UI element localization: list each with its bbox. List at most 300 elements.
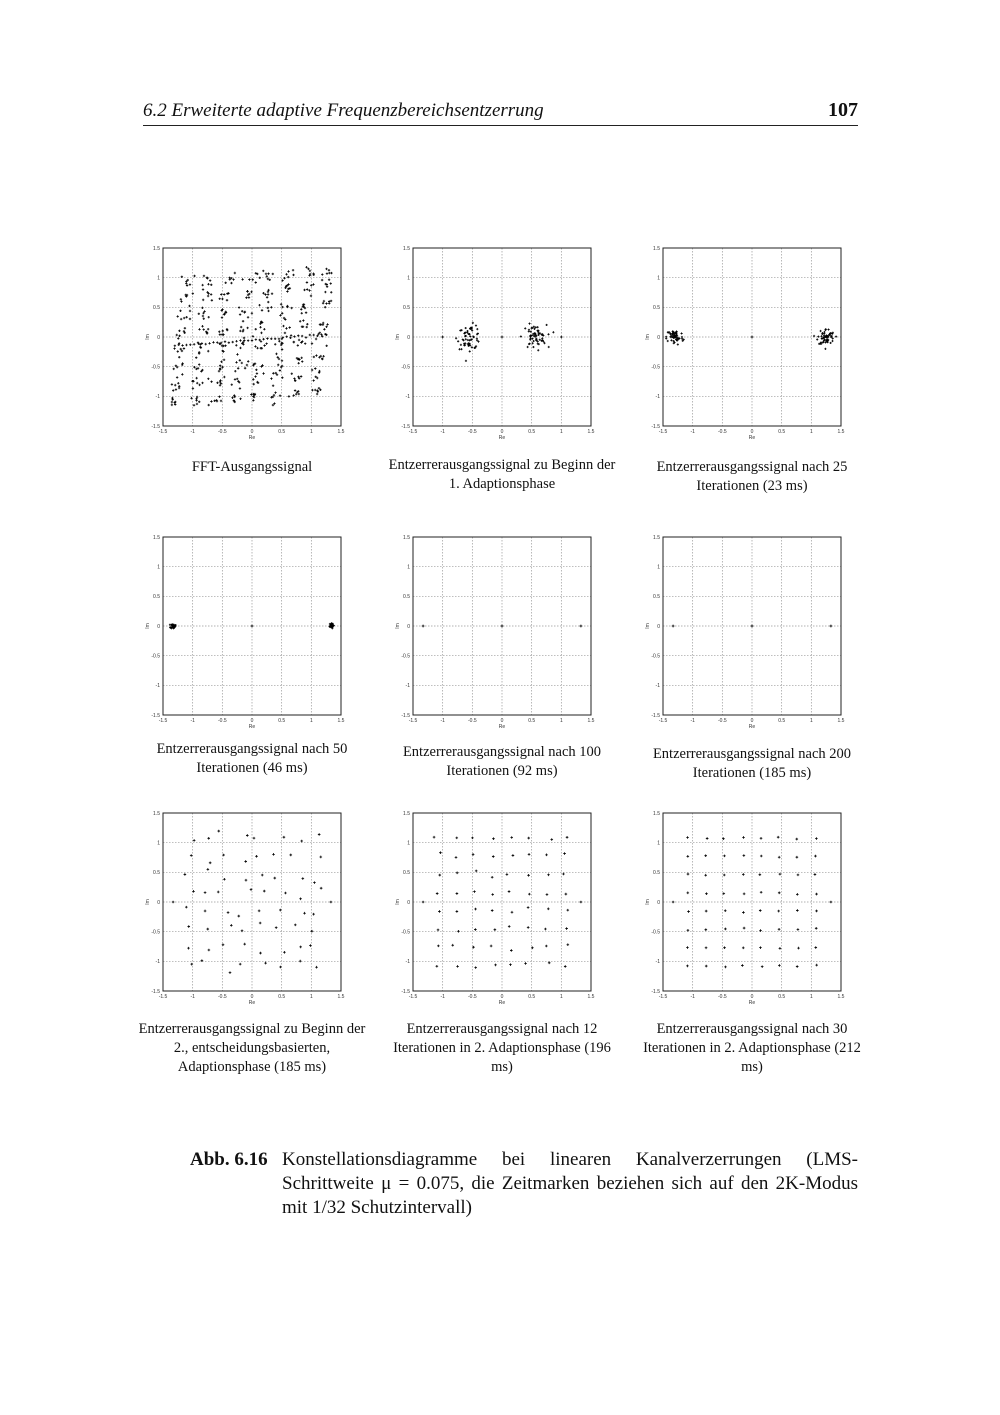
- y-axis-label: Im: [395, 899, 401, 905]
- x-tick-label: 1: [809, 718, 813, 724]
- y-tick-label: 1: [157, 840, 160, 847]
- data-point: [236, 378, 238, 380]
- data-point: [297, 344, 299, 346]
- data-point: [183, 347, 185, 349]
- data-point: [323, 300, 325, 302]
- data-point: [527, 906, 530, 909]
- data-point: [751, 625, 754, 628]
- x-axis-label: Re: [498, 1000, 506, 1006]
- x-axis-label: Re: [498, 724, 506, 730]
- data-point: [250, 291, 252, 293]
- data-point: [300, 840, 303, 843]
- data-point: [546, 324, 548, 326]
- data-point: [254, 375, 256, 377]
- x-tick-label: 0: [750, 718, 754, 724]
- data-point: [528, 330, 530, 332]
- data-point: [178, 342, 180, 344]
- x-tick-label: 0.5: [278, 718, 286, 724]
- constellation-plot-5: [395, 534, 613, 737]
- data-point: [177, 382, 179, 384]
- data-point: [324, 306, 326, 308]
- data-point: [422, 901, 425, 904]
- data-point: [240, 326, 242, 328]
- data-point: [185, 316, 187, 318]
- data-point: [705, 965, 708, 968]
- data-point: [201, 382, 203, 384]
- data-point: [667, 340, 669, 342]
- x-tick-label: 1: [309, 994, 313, 1000]
- x-tick-label: 1.5: [837, 994, 845, 1000]
- data-point: [297, 335, 299, 337]
- data-point: [580, 901, 583, 904]
- data-point: [562, 873, 565, 876]
- data-point: [686, 892, 689, 895]
- data-point: [261, 309, 263, 311]
- data-point: [510, 836, 513, 839]
- data-point: [301, 360, 303, 362]
- data-point: [270, 338, 272, 340]
- data-point: [439, 851, 442, 854]
- data-point: [722, 892, 725, 895]
- data-point: [263, 890, 266, 893]
- panel-caption: Entzerrerausgangssignal nach 100 Iterationen (92 ms): [402, 744, 602, 779]
- x-tick-label: -1.5: [658, 429, 668, 435]
- data-point: [270, 377, 272, 379]
- data-point: [743, 854, 746, 857]
- data-point: [293, 341, 295, 343]
- data-point: [760, 837, 763, 840]
- data-point: [328, 272, 330, 274]
- y-tick-label: 1.5: [153, 534, 160, 541]
- data-point: [253, 837, 256, 840]
- data-point: [686, 965, 689, 968]
- data-point: [254, 345, 256, 347]
- data-point: [313, 334, 315, 336]
- data-point: [297, 362, 299, 364]
- data-point: [494, 928, 497, 931]
- data-point: [292, 274, 294, 276]
- data-point: [328, 269, 330, 271]
- data-point: [263, 344, 265, 346]
- x-tick-label: -1.5: [158, 429, 168, 435]
- y-tick-label: 0.5: [153, 870, 160, 877]
- data-point: [299, 897, 302, 900]
- data-point: [282, 325, 284, 327]
- y-tick-label: -1.5: [401, 423, 410, 430]
- data-point: [494, 964, 497, 967]
- data-point: [830, 342, 832, 344]
- data-point: [265, 273, 267, 275]
- data-point: [307, 268, 309, 270]
- data-point: [184, 327, 186, 329]
- data-point: [239, 313, 241, 315]
- data-point: [541, 337, 543, 339]
- data-point: [328, 302, 330, 304]
- data-point: [172, 389, 174, 391]
- data-point: [313, 881, 316, 884]
- y-tick-label: -1.5: [651, 423, 660, 430]
- data-point: [797, 928, 800, 931]
- data-point: [284, 332, 286, 334]
- data-point: [563, 852, 566, 855]
- data-point: [226, 299, 228, 301]
- data-point: [779, 947, 782, 950]
- data-point: [544, 928, 547, 931]
- data-point: [192, 387, 194, 389]
- y-tick-label: -1.5: [151, 988, 160, 995]
- x-tick-label: 1.5: [337, 718, 345, 724]
- data-point: [306, 323, 308, 325]
- y-tick-label: 0: [657, 623, 660, 630]
- plot-svg: [645, 810, 845, 1011]
- data-point: [177, 315, 179, 317]
- panel-caption: Entzerrerausgangssignal nach 25 Iterationen (23 ms): [656, 459, 848, 494]
- data-point: [704, 854, 707, 857]
- x-tick-label: 0.5: [528, 429, 536, 435]
- x-tick-label: -1: [690, 718, 695, 724]
- data-point: [222, 330, 224, 332]
- y-tick-label: 0.5: [653, 305, 660, 312]
- data-point: [235, 361, 237, 363]
- y-tick-label: 1: [657, 564, 660, 571]
- data-point: [779, 873, 782, 876]
- x-tick-label: 0: [500, 994, 504, 1000]
- data-point: [796, 893, 799, 896]
- y-tick-label: 0: [657, 334, 660, 341]
- data-point: [300, 357, 302, 359]
- data-point: [687, 873, 690, 876]
- data-point: [777, 910, 780, 913]
- data-point: [278, 338, 280, 340]
- data-point: [308, 289, 310, 291]
- x-tick-label: 0.5: [528, 994, 536, 1000]
- data-point: [318, 387, 320, 389]
- x-tick-label: 1.5: [337, 429, 345, 435]
- data-point: [461, 329, 463, 331]
- data-point: [455, 337, 457, 339]
- y-tick-label: 1: [407, 840, 410, 847]
- x-tick-label: 0: [250, 718, 254, 724]
- x-tick-label: 1.5: [587, 429, 595, 435]
- data-point: [460, 348, 462, 350]
- y-tick-label: 1.5: [153, 810, 160, 817]
- data-point: [171, 397, 173, 399]
- data-point: [527, 874, 530, 877]
- data-point: [742, 947, 745, 950]
- constellation-plot-4: [145, 534, 363, 737]
- data-point: [580, 625, 583, 628]
- data-point: [475, 870, 478, 873]
- data-point: [310, 284, 312, 286]
- data-point: [278, 340, 280, 342]
- x-tick-label: 0: [750, 429, 754, 435]
- data-point: [259, 339, 261, 341]
- data-point: [255, 338, 257, 340]
- data-point: [325, 326, 327, 328]
- x-tick-label: -1.5: [158, 718, 168, 724]
- data-point: [314, 367, 316, 369]
- data-point: [311, 930, 314, 933]
- y-tick-label: -0.5: [401, 653, 410, 660]
- data-point: [319, 856, 322, 859]
- data-point: [501, 625, 504, 628]
- data-point: [546, 893, 549, 896]
- data-point: [724, 928, 727, 931]
- plot-svg: [145, 810, 345, 1011]
- data-point: [686, 946, 689, 949]
- y-tick-label: -0.5: [401, 364, 410, 371]
- data-point: [264, 293, 266, 295]
- data-point: [222, 854, 225, 857]
- y-tick-label: -1: [655, 394, 660, 401]
- data-point: [527, 837, 530, 840]
- data-point: [262, 292, 264, 294]
- plot-svg: [395, 810, 595, 1011]
- data-point: [303, 912, 306, 915]
- data-point: [422, 625, 425, 628]
- data-point: [436, 965, 439, 968]
- data-point: [566, 836, 569, 839]
- data-point: [548, 346, 550, 348]
- y-tick-label: 0.5: [403, 870, 410, 877]
- data-point: [761, 965, 764, 968]
- data-point: [211, 299, 213, 301]
- data-point: [218, 331, 220, 333]
- data-point: [208, 949, 211, 952]
- data-point: [203, 275, 205, 277]
- data-point: [169, 624, 171, 626]
- data-point: [797, 874, 800, 877]
- plot-svg: [645, 534, 845, 735]
- data-point: [552, 331, 554, 333]
- x-tick-label: 0: [500, 429, 504, 435]
- data-point: [172, 901, 175, 904]
- data-point: [320, 887, 323, 890]
- data-point: [171, 404, 173, 406]
- data-point: [294, 924, 297, 927]
- data-point: [228, 277, 230, 279]
- y-tick-label: 0.5: [653, 870, 660, 877]
- y-tick-label: -1.5: [401, 712, 410, 719]
- y-tick-label: 1.5: [403, 534, 410, 541]
- data-point: [465, 338, 467, 340]
- data-point: [318, 833, 321, 836]
- y-tick-label: 1.5: [653, 534, 660, 541]
- data-point: [456, 965, 459, 968]
- data-point: [321, 358, 323, 360]
- data-point: [208, 342, 210, 344]
- data-point: [176, 334, 178, 336]
- data-point: [195, 377, 197, 379]
- constellation-plot-3: [645, 245, 863, 448]
- data-point: [234, 378, 236, 380]
- data-point: [438, 910, 441, 913]
- data-point: [173, 347, 175, 349]
- data-point: [272, 853, 275, 856]
- data-point: [176, 376, 178, 378]
- data-point: [796, 965, 799, 968]
- y-tick-label: -0.5: [151, 364, 160, 371]
- x-tick-label: 0.5: [778, 429, 786, 435]
- y-axis-label: Im: [145, 899, 151, 905]
- data-point: [262, 270, 264, 272]
- x-tick-label: -1.5: [408, 994, 418, 1000]
- y-tick-label: 1.5: [153, 245, 160, 252]
- x-axis-label: Re: [248, 435, 256, 441]
- data-point: [285, 273, 287, 275]
- data-point: [300, 375, 302, 377]
- x-tick-label: 1: [809, 429, 813, 435]
- data-point: [705, 946, 708, 949]
- y-tick-label: 1.5: [653, 245, 660, 252]
- data-point: [306, 281, 308, 283]
- data-point: [239, 330, 241, 332]
- data-point: [723, 855, 726, 858]
- data-point: [224, 341, 226, 343]
- data-point: [455, 856, 458, 859]
- data-point: [830, 625, 833, 628]
- data-point: [456, 892, 459, 895]
- y-axis-label: Im: [645, 623, 651, 629]
- data-point: [538, 334, 540, 336]
- data-point: [796, 909, 799, 912]
- data-point: [724, 966, 727, 969]
- y-tick-label: 0: [407, 623, 410, 630]
- y-tick-label: -1: [405, 394, 410, 401]
- data-point: [309, 270, 311, 272]
- data-point: [227, 911, 230, 914]
- data-point: [209, 862, 212, 865]
- data-point: [260, 340, 262, 342]
- constellation-plot-1: [145, 245, 363, 448]
- y-tick-label: -1.5: [151, 712, 160, 719]
- y-tick-label: -1.5: [401, 988, 410, 995]
- data-point: [273, 402, 275, 404]
- data-point: [239, 963, 242, 966]
- data-point: [564, 965, 567, 968]
- data-point: [815, 893, 818, 896]
- data-point: [476, 328, 478, 330]
- x-tick-label: -0.5: [218, 994, 227, 1000]
- page-header: [143, 98, 858, 126]
- data-point: [230, 924, 233, 927]
- data-point: [272, 372, 274, 374]
- data-point: [741, 964, 744, 967]
- data-point: [550, 838, 553, 841]
- data-point: [294, 380, 296, 382]
- data-point: [832, 337, 834, 339]
- data-point: [277, 364, 279, 366]
- data-point: [228, 341, 230, 343]
- data-point: [177, 350, 179, 352]
- x-tick-label: 1: [809, 994, 813, 1000]
- x-tick-label: -1: [690, 994, 695, 1000]
- data-point: [243, 943, 246, 946]
- data-point: [814, 855, 817, 858]
- data-point: [289, 854, 292, 857]
- data-point: [251, 339, 253, 341]
- data-point: [245, 879, 248, 882]
- y-tick-label: 0.5: [153, 594, 160, 601]
- data-point: [705, 892, 708, 895]
- data-point: [548, 962, 551, 965]
- data-point: [198, 313, 200, 315]
- data-point: [272, 404, 274, 406]
- data-point: [259, 922, 262, 925]
- data-point: [535, 326, 537, 328]
- data-point: [537, 349, 539, 351]
- data-point: [759, 946, 762, 949]
- data-point: [323, 328, 325, 330]
- x-tick-label: -0.5: [718, 718, 727, 724]
- data-point: [508, 925, 511, 928]
- data-point: [330, 901, 333, 904]
- data-point: [255, 328, 257, 330]
- data-point: [258, 304, 260, 306]
- y-tick-label: -1: [155, 683, 160, 690]
- data-point: [672, 625, 675, 628]
- data-point: [230, 282, 232, 284]
- y-tick-label: 1: [657, 275, 660, 282]
- data-point: [796, 856, 799, 859]
- data-point: [670, 339, 672, 341]
- data-point: [267, 293, 269, 295]
- data-point: [705, 910, 708, 913]
- data-point: [188, 305, 190, 307]
- data-point: [198, 328, 200, 330]
- y-tick-label: 0.5: [153, 305, 160, 312]
- data-point: [217, 830, 220, 833]
- data-point: [196, 382, 198, 384]
- data-point: [248, 296, 250, 298]
- data-point: [251, 625, 254, 628]
- data-point: [501, 336, 504, 339]
- data-point: [795, 838, 798, 841]
- data-point: [299, 946, 302, 949]
- plot-svg: [395, 245, 595, 446]
- data-point: [286, 290, 288, 292]
- data-point: [477, 341, 479, 343]
- data-point: [815, 964, 818, 967]
- data-point: [236, 353, 238, 355]
- data-point: [686, 836, 689, 839]
- data-point: [267, 273, 269, 275]
- data-point: [219, 298, 221, 300]
- figure-caption-text: Konstellationsdiagramme bei linearen Kanalverzerrungen (LMS-Schrittweite μ = 0.075, die Zeitmarken beziehen sich auf den 2K-Modus mit 1/32 Schutzintervall): [282, 1149, 858, 1218]
- data-point: [291, 373, 293, 375]
- data-point: [437, 945, 440, 948]
- figure-caption: [190, 1148, 858, 1220]
- data-point: [290, 334, 292, 336]
- data-point: [742, 873, 745, 876]
- data-point: [218, 395, 220, 397]
- y-tick-label: 0: [157, 623, 160, 630]
- data-point: [305, 266, 307, 268]
- data-point: [322, 302, 324, 304]
- panel-caption: Entzerrerausgangssignal zu Beginn der 2., entscheidungsbasierten, Adaptionsphase (185 ms): [138, 1021, 366, 1075]
- data-point: [537, 326, 539, 328]
- y-tick-label: -0.5: [651, 653, 660, 660]
- data-point: [239, 347, 241, 349]
- data-point: [246, 290, 248, 292]
- y-tick-label: -0.5: [401, 929, 410, 936]
- data-point: [465, 327, 467, 329]
- data-point: [252, 378, 254, 380]
- x-tick-label: -1: [440, 718, 445, 724]
- data-point: [817, 335, 819, 337]
- data-point: [681, 332, 683, 334]
- data-point: [687, 855, 690, 858]
